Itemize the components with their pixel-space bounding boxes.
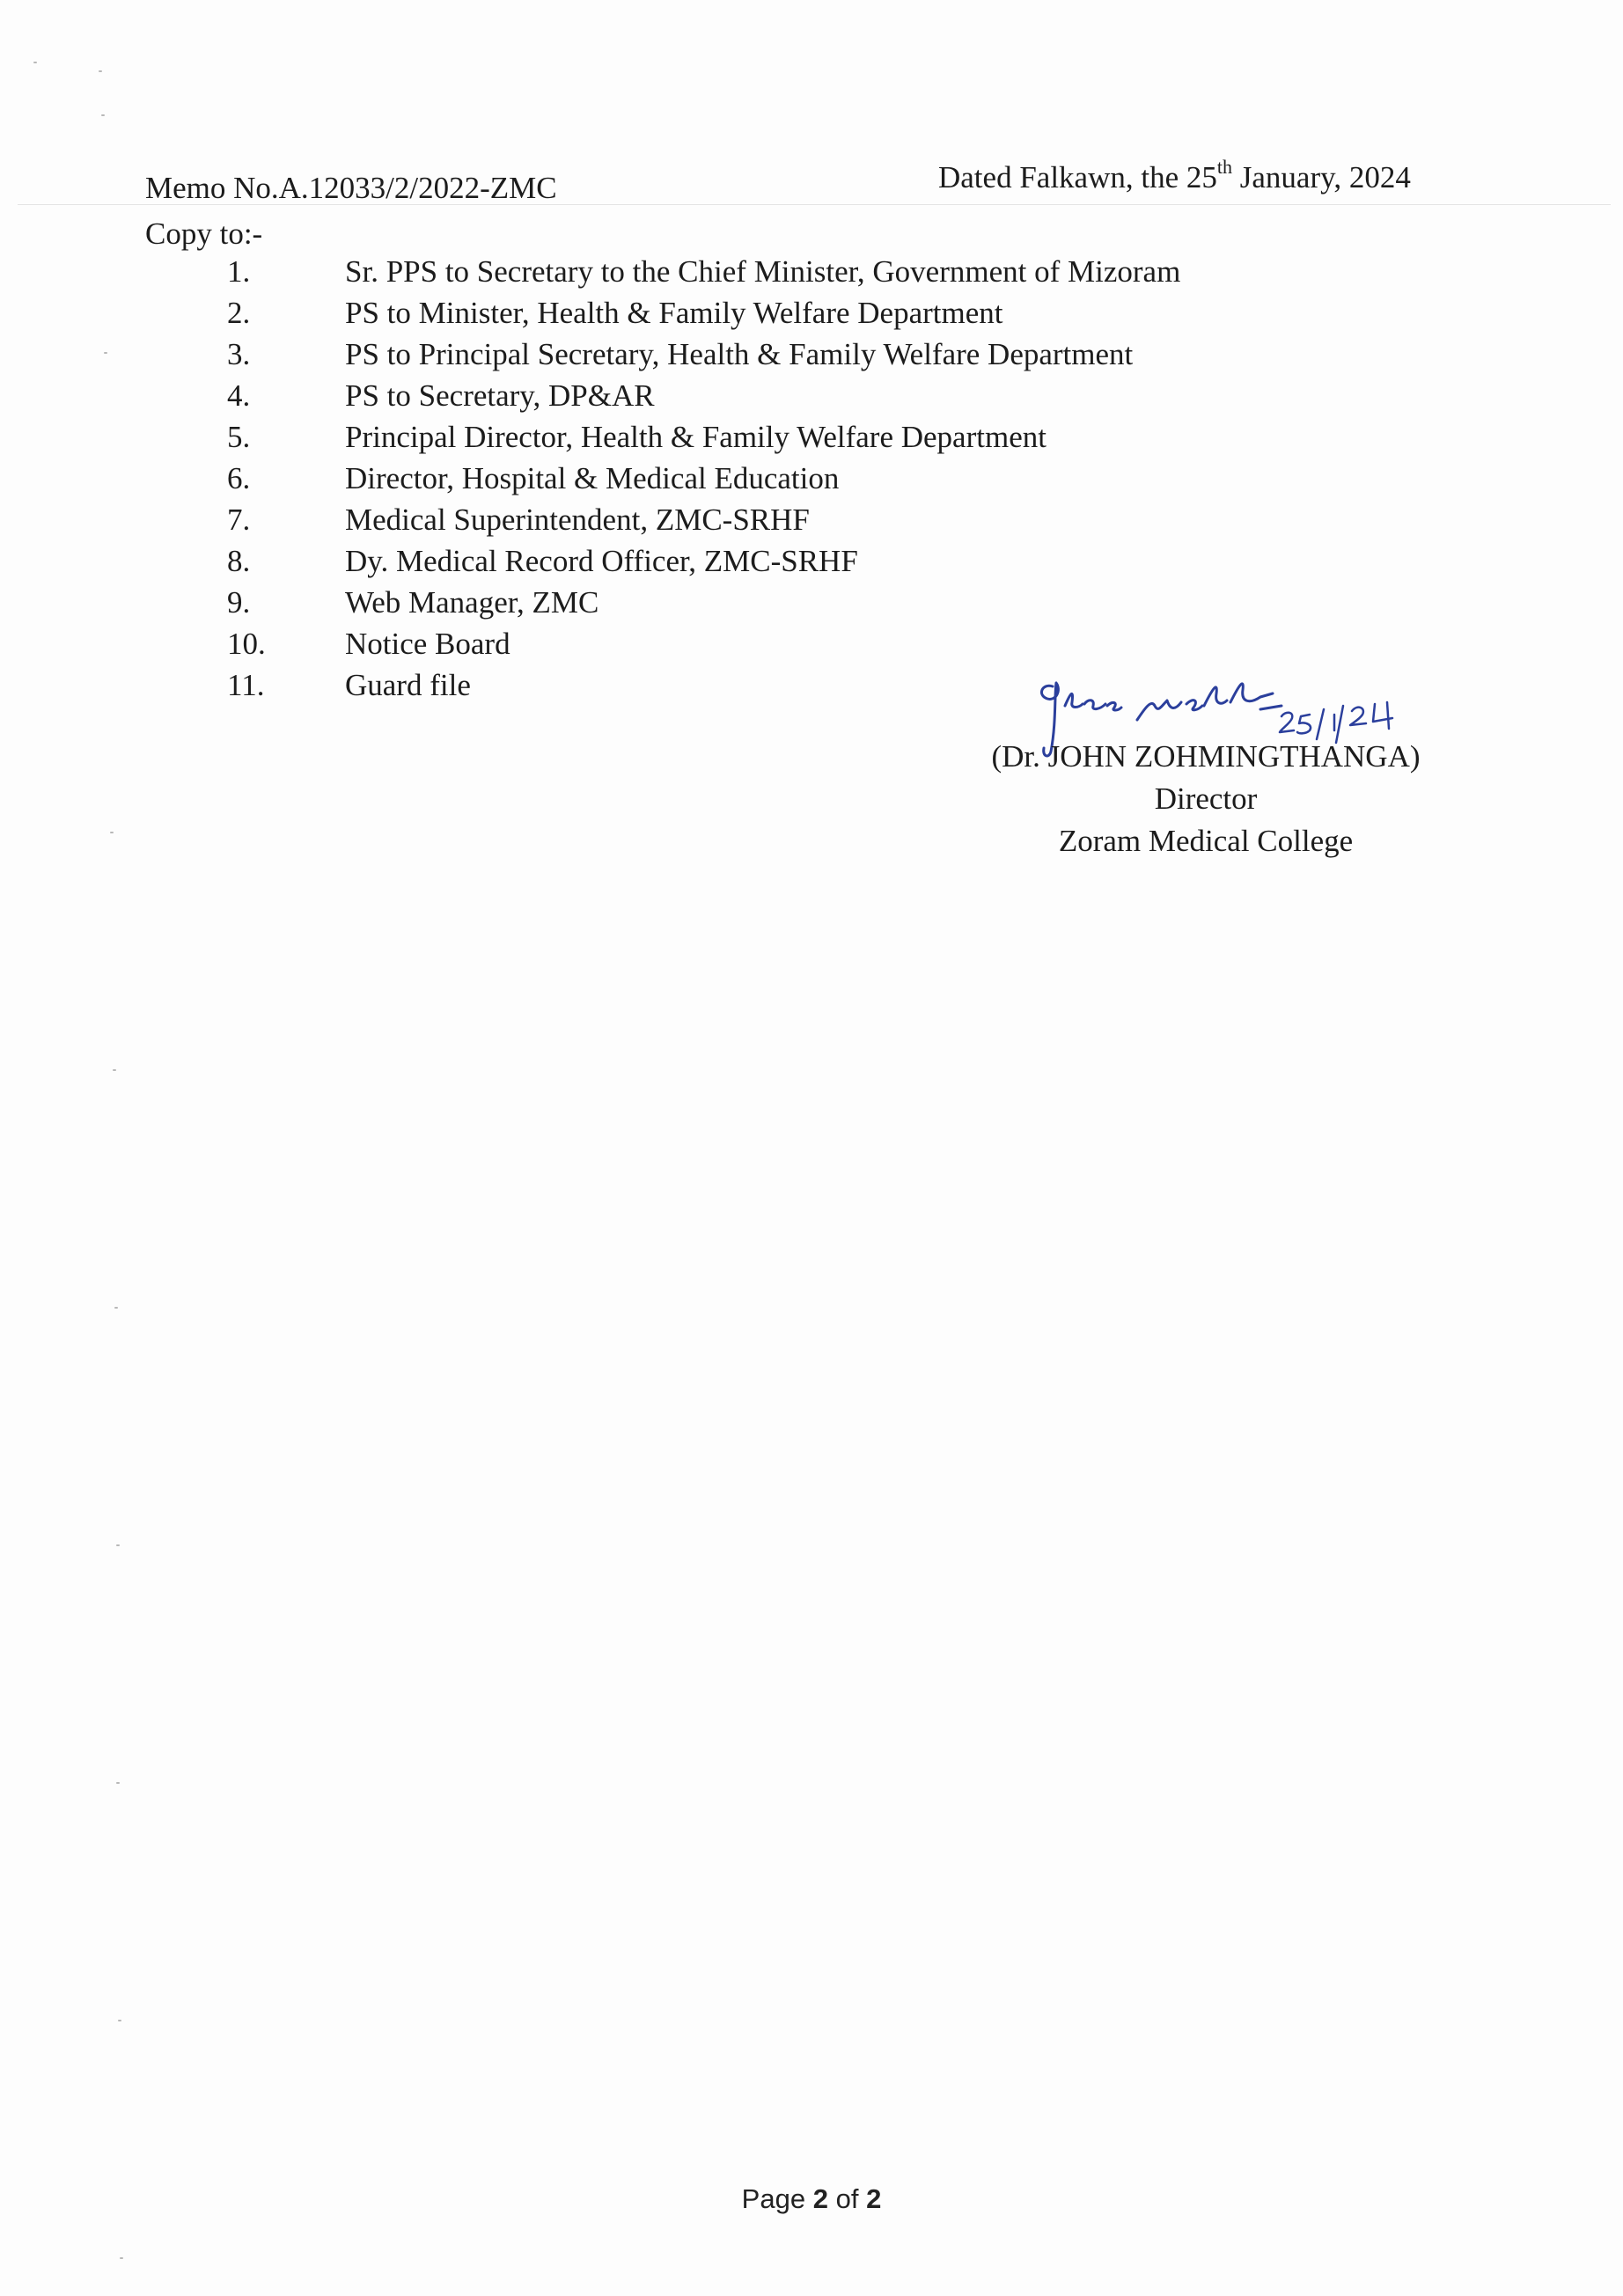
scan-speck xyxy=(120,2257,123,2259)
copy-list-number: 6. xyxy=(227,461,251,495)
copy-list-number: 3. xyxy=(227,337,251,371)
scan-speck xyxy=(116,1782,120,1784)
copy-list-number: 7. xyxy=(227,502,251,537)
copy-list-number: 5. xyxy=(227,420,251,454)
scan-speck xyxy=(101,114,105,116)
signature-block xyxy=(959,736,1452,862)
memo-date xyxy=(938,158,1411,197)
page-total: 2 xyxy=(866,2183,882,2214)
copy-list-recipient: PS to Minister, Health & Family Welfare Department xyxy=(345,296,1003,330)
copy-list-recipient: PS to Secretary, DP&AR xyxy=(345,378,655,413)
copy-list-recipient: Notice Board xyxy=(345,627,510,661)
scan-speck xyxy=(118,2020,121,2021)
scan-speck xyxy=(104,352,107,354)
copy-list-number: 10. xyxy=(227,627,266,661)
copy-list-recipient: Sr. PPS to Secretary to the Chief Minister, Government of Mizoram xyxy=(345,254,1181,289)
copy-to-label: Copy to:- xyxy=(145,216,263,251)
scan-speck xyxy=(116,1544,120,1546)
copy-list-recipient: Dy. Medical Record Officer, ZMC-SRHF xyxy=(345,544,858,578)
copy-list-number: 9. xyxy=(227,585,251,620)
page-of: of xyxy=(835,2183,859,2214)
scan-speck xyxy=(33,62,37,63)
scan-speck xyxy=(114,1307,118,1309)
copy-list-number: 8. xyxy=(227,544,251,578)
scan-speck xyxy=(99,70,102,72)
copy-list-recipient: Medical Superintendent, ZMC-SRHF xyxy=(345,502,810,537)
signatory-organization: Zoram Medical College xyxy=(1058,824,1354,858)
copy-list-number: 2. xyxy=(227,296,251,330)
signatory-designation: Director xyxy=(1154,781,1258,816)
copy-list-recipient: Principal Director, Health & Family Welfare Department xyxy=(345,420,1047,454)
page-footer xyxy=(0,2182,1623,2217)
scan-speck xyxy=(110,832,114,833)
page-word: Page xyxy=(741,2183,806,2214)
page-current: 2 xyxy=(812,2183,828,2214)
memo-date-prefix: Dated Falkawn, the 25 xyxy=(938,160,1217,194)
copy-list-number: 11. xyxy=(227,668,265,702)
signatory-name: (Dr. JOHN ZOHMINGTHANGA) xyxy=(991,739,1421,774)
copy-list-recipient: PS to Principal Secretary, Health & Family Welfare Department xyxy=(345,337,1134,371)
scan-speck xyxy=(113,1069,116,1071)
memo-date-ordinal: th xyxy=(1216,156,1232,178)
memo-number: Memo No.A.12033/2/2022-ZMC xyxy=(145,171,557,205)
copy-list-number: 1. xyxy=(227,254,251,289)
copy-list-recipient: Web Manager, ZMC xyxy=(345,585,599,620)
copy-list-recipient: Director, Hospital & Medical Education xyxy=(345,461,840,495)
memo-date-rest: January, 2024 xyxy=(1232,160,1411,194)
copy-list-number: 4. xyxy=(227,378,251,413)
copy-list-recipient: Guard file xyxy=(345,668,471,702)
